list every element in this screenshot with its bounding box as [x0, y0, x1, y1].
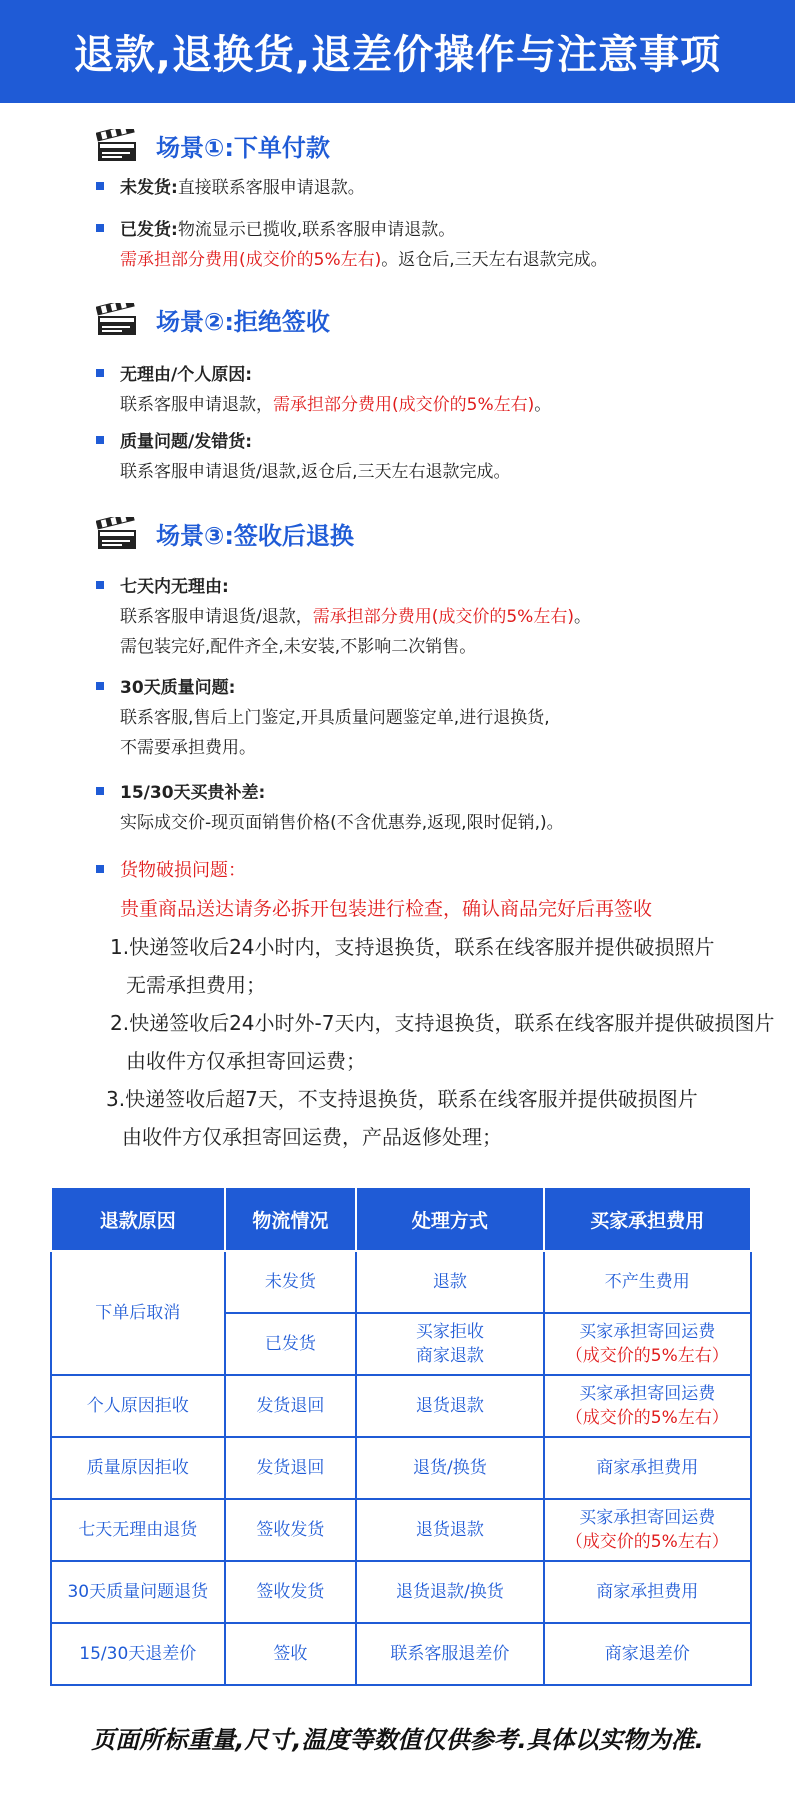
- item-text-2: 不需要承担费用。: [120, 738, 256, 758]
- table-row: [51, 1623, 751, 1685]
- table-cell: [356, 1313, 543, 1375]
- damage-line: 3.快递签收后超7天，不支持退换货，联系在线客服并提供破损图片: [106, 1087, 698, 1111]
- item-text: 联系客服,售后上门鉴定,开具质量问题鉴定单,进行退换货,: [120, 708, 550, 728]
- table-row: [51, 1437, 751, 1499]
- clapperboard-icon: [96, 129, 138, 163]
- table-cell: 发货退回: [225, 1437, 357, 1499]
- page-header: [0, 0, 795, 103]
- cell-line: （成交价的5%左右）: [565, 1346, 729, 1366]
- scene-3-item-2: [96, 673, 550, 763]
- scene-2-item-2: [96, 427, 511, 487]
- column-header: 处理方式: [356, 1187, 543, 1251]
- bullet-icon: [96, 182, 104, 190]
- table-cell: 质量原因拒收: [51, 1437, 225, 1499]
- table-cell: 退款: [356, 1251, 543, 1313]
- table-cell: [544, 1313, 751, 1375]
- table-row: [51, 1375, 751, 1437]
- item-warning: 需承担部分费用(成交价的5%左右): [273, 395, 535, 415]
- item-label: 七天内无理由:: [120, 577, 229, 597]
- bullet-icon: [96, 787, 104, 795]
- scene-3-heading: [96, 516, 354, 551]
- table-cell: 未发货: [225, 1251, 357, 1313]
- scene-2-item-1: [96, 360, 551, 420]
- scene-2-heading: [96, 302, 330, 337]
- item-text: 联系客服申请退款，: [120, 395, 273, 415]
- damage-line: 由收件方仅承担寄回运费，产品返修处理；: [122, 1125, 502, 1149]
- table-cell: 已发货: [225, 1313, 357, 1375]
- table-cell: 发货退回: [225, 1375, 357, 1437]
- item-text: 联系客服申请退货/退款,返仓后,三天左右退款完成。: [120, 462, 511, 482]
- scene-3-title: 场景③:签收后退换: [156, 522, 354, 550]
- item-text-2: 。: [534, 395, 552, 415]
- bullet-icon: [96, 682, 104, 690]
- damage-line: 由收件方仅承担寄回运费；: [126, 1049, 366, 1073]
- table-cell: 联系客服退差价: [356, 1623, 543, 1685]
- item-text: 直接联系客服申请退款。: [177, 178, 365, 198]
- table-cell: 七天无理由退货: [51, 1499, 225, 1561]
- scene-2-title: 场景②:拒绝签收: [156, 308, 330, 336]
- table-row: [51, 1499, 751, 1561]
- table-cell: [544, 1375, 751, 1437]
- scene-1-item-2: [96, 215, 608, 275]
- bullet-icon: [96, 436, 104, 444]
- table-row: [51, 1251, 751, 1313]
- column-header: 退款原因: [51, 1187, 225, 1251]
- item-label: 未发货:: [120, 178, 178, 198]
- damage-label: 货物破损问题：: [120, 860, 246, 881]
- cell-line: 买家承担寄回运费: [579, 1508, 716, 1528]
- table-cell: 30天质量问题退货: [51, 1561, 225, 1623]
- item-label: 已发货:: [120, 220, 178, 240]
- table-cell: 15/30天退差价: [51, 1623, 225, 1685]
- table-cell: 退货退款: [356, 1499, 543, 1561]
- item-label: 质量问题/发错货:: [120, 432, 253, 452]
- table-row: [51, 1561, 751, 1623]
- item-text: 实际成交价-现页面销售价格(不含优惠券,返现,限时促销,)。: [120, 813, 564, 833]
- item-text: 物流显示已揽收,联系客服申请退款。: [177, 220, 456, 240]
- table-cell: 退货/换货: [356, 1437, 543, 1499]
- column-header: 物流情况: [225, 1187, 357, 1251]
- page-title: 退款,退换货,退差价操作与注意事项: [73, 32, 722, 78]
- table-cell: [544, 1499, 751, 1561]
- cell-line: 买家承担寄回运费: [579, 1384, 716, 1404]
- refund-table: [50, 1186, 752, 1686]
- table-cell: 下单后取消: [51, 1251, 225, 1375]
- item-label: 30天质量问题:: [120, 678, 236, 698]
- table-cell: 商家承担费用: [544, 1561, 751, 1623]
- scene-3-item-3: [96, 778, 564, 838]
- damage-section: [96, 852, 774, 1156]
- scene-3-item-1: [96, 572, 591, 662]
- bullet-icon: [96, 369, 104, 377]
- table-cell: 个人原因拒收: [51, 1375, 225, 1437]
- item-text-2: 。返仓后,三天左右退款完成。: [381, 250, 608, 270]
- item-text-2: 。: [573, 607, 591, 627]
- bullet-icon: [96, 581, 104, 589]
- scene-1-title: 场景①:下单付款: [156, 134, 330, 162]
- table-cell: 商家退差价: [544, 1623, 751, 1685]
- item-text-3: 需包装完好,配件齐全,未安装,不影响二次销售。: [120, 637, 477, 657]
- cell-line: （成交价的5%左右）: [565, 1408, 729, 1428]
- cell-line: （成交价的5%左右）: [565, 1532, 729, 1552]
- item-warning: 需承担部分费用(成交价的5%左右): [312, 607, 574, 627]
- item-text: 联系客服申请退货/退款，: [120, 607, 313, 627]
- table-cell: 签收发货: [225, 1499, 357, 1561]
- clapperboard-icon: [96, 517, 138, 551]
- item-label: 无理由/个人原因:: [120, 365, 253, 385]
- bullet-icon: [96, 865, 104, 873]
- scene-1-heading: [96, 128, 330, 163]
- damage-warning: 贵重商品送达请务必拆开包装进行检查，确认商品完好后再签收: [120, 898, 653, 920]
- cell-line: 买家拒收: [415, 1322, 484, 1342]
- damage-line: 2.快递签收后24小时外-7天内，支持退换货，联系在线客服并提供破损图片: [110, 1011, 775, 1035]
- item-label: 15/30天买贵补差:: [120, 783, 266, 803]
- clapperboard-icon: [96, 303, 138, 337]
- table-cell: 签收: [225, 1623, 357, 1685]
- item-warning: 需承担部分费用(成交价的5%左右): [120, 250, 382, 270]
- table-cell: 退货退款: [356, 1375, 543, 1437]
- bullet-icon: [96, 224, 104, 232]
- cell-line: 商家退款: [415, 1346, 484, 1366]
- table-cell: 商家承担费用: [544, 1437, 751, 1499]
- scene-1-item-1: [96, 173, 365, 203]
- footer-disclaimer: 页面所标重量,尺寸,温度等数值仅供参考.具体以实物为准.: [91, 1726, 704, 1754]
- table-cell: 退货退款/换货: [356, 1561, 543, 1623]
- damage-line: 1.快递签收后24小时内，支持退换货，联系在线客服并提供破损照片: [110, 935, 715, 959]
- table-cell: 签收发货: [225, 1561, 357, 1623]
- table-header-row: [51, 1187, 751, 1251]
- column-header: 买家承担费用: [544, 1187, 751, 1251]
- table-cell: 不产生费用: [544, 1251, 751, 1313]
- cell-line: 买家承担寄回运费: [579, 1322, 716, 1342]
- damage-line: 无需承担费用；: [126, 973, 266, 997]
